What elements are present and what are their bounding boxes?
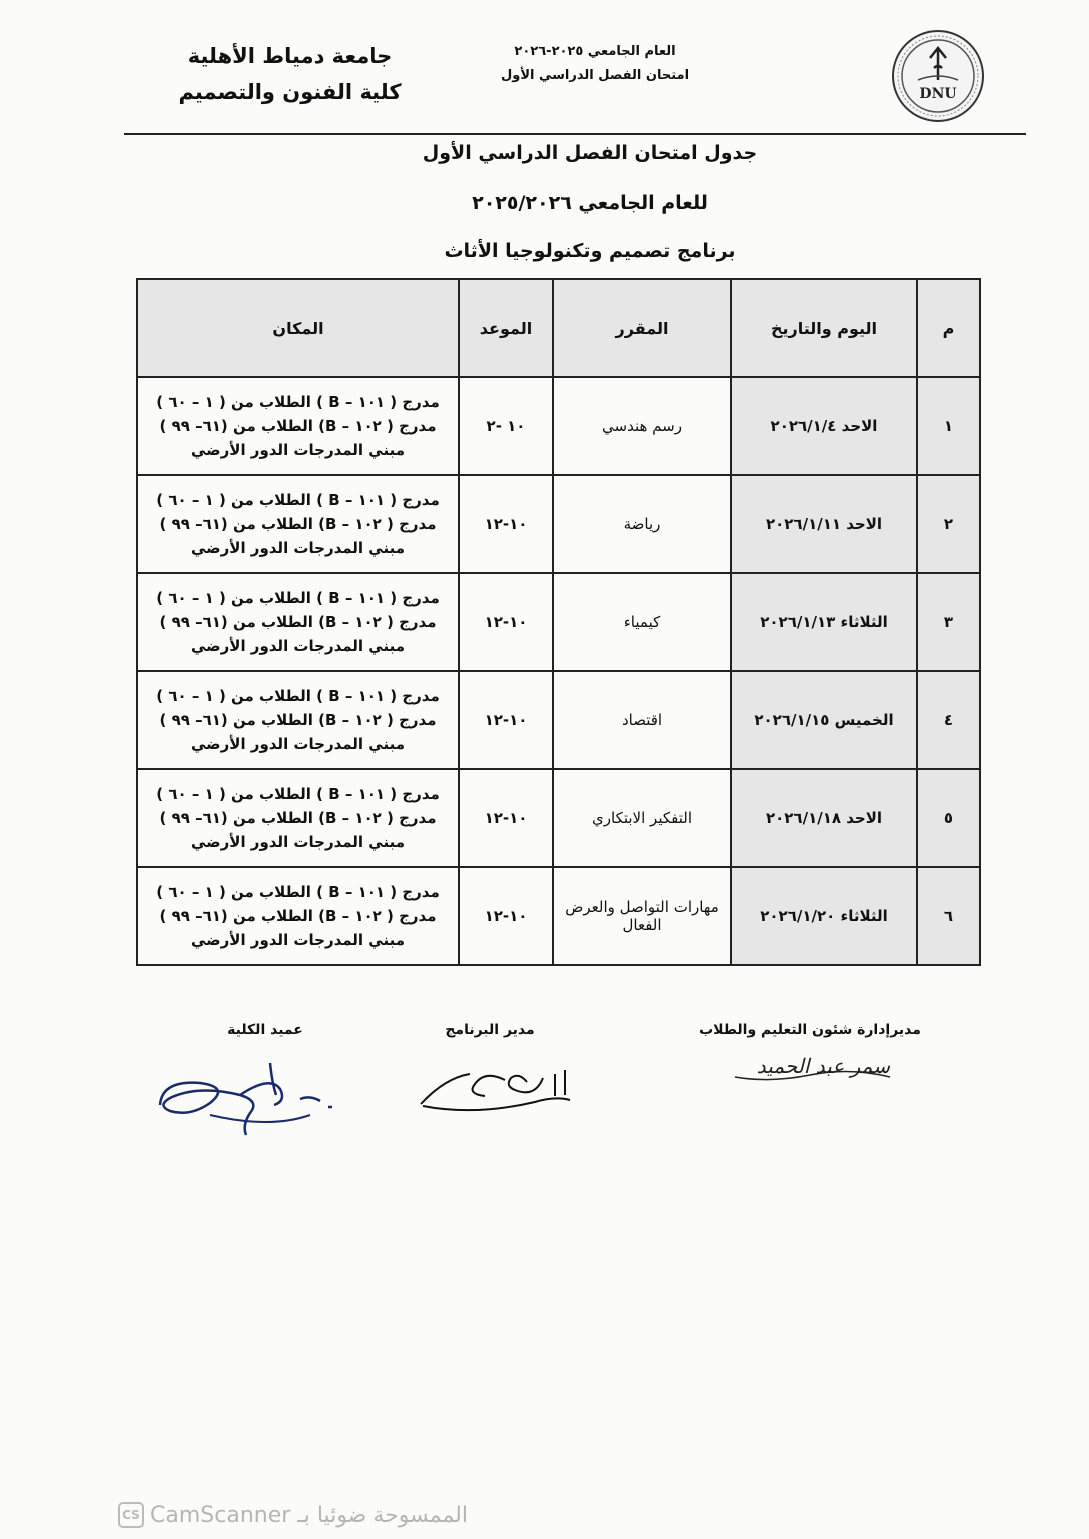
scanner-watermark bbox=[8, 1500, 468, 1530]
header-course: المقرر bbox=[553, 279, 731, 377]
row-place bbox=[137, 867, 459, 965]
dean-title: عميد الكلية bbox=[227, 1022, 303, 1038]
row-num: ٦ bbox=[917, 867, 980, 965]
place-line: مدرج ( ١٠٢ – B) الطلاب من (٦١– ٩٩ ) bbox=[159, 417, 437, 435]
row-day: الثلاثاء ٢٠٢٦/١/٢٠ bbox=[731, 867, 917, 965]
table-row bbox=[137, 377, 980, 475]
academic-year: العام الجامعي ٢٠٢٥-٢٠٢٦ bbox=[514, 44, 676, 59]
place-line: مبني المدرجات الدور الأرضي bbox=[190, 539, 406, 557]
place-line: مبني المدرجات الدور الأرضي bbox=[190, 637, 406, 655]
place-line: مدرج ( ١٠٢ – B) الطلاب من (٦١– ٩٩ ) bbox=[159, 907, 437, 925]
exam-name: امتحان الفصل الدراسي الأول bbox=[500, 68, 690, 83]
header-time: الموعد bbox=[459, 279, 553, 377]
row-course: رسم هندسي bbox=[553, 377, 731, 475]
institution-block bbox=[140, 38, 440, 110]
row-course: اقتصاد bbox=[553, 671, 731, 769]
place-line: مدرج ( ١٠٢ – B) الطلاب من (٦١– ٩٩ ) bbox=[159, 711, 437, 729]
program-name: برنامج تصميم وتكنولوجيا الأثاث bbox=[444, 240, 736, 262]
university-logo-icon bbox=[890, 28, 986, 124]
table-row bbox=[137, 769, 980, 867]
place-line: مدرج ( ١٠١ – B ) الطلاب من ( ١ – ٦٠ ) bbox=[156, 883, 440, 901]
scanner-text: الممسوحة ضوئيا بـ CamScanner bbox=[150, 1502, 468, 1528]
row-place bbox=[137, 769, 459, 867]
row-course: كيمياء bbox=[553, 573, 731, 671]
place-line: مدرج ( ١٠١ – B ) الطلاب من ( ١ – ٦٠ ) bbox=[156, 589, 440, 607]
university-name: جامعة دمياط الأهلية bbox=[187, 44, 393, 68]
row-course: رياضة bbox=[553, 475, 731, 573]
row-num: ٥ bbox=[917, 769, 980, 867]
program-director-signature-icon bbox=[415, 1060, 575, 1120]
row-num: ٤ bbox=[917, 671, 980, 769]
row-course: التفكير الابتكاري bbox=[553, 769, 731, 867]
schedule-year: للعام الجامعي ٢٠٢٥/٢٠٢٦ bbox=[472, 192, 708, 214]
row-place bbox=[137, 377, 459, 475]
camscanner-icon: CS bbox=[118, 1502, 144, 1528]
row-time: ١٠ -٢ bbox=[459, 377, 553, 475]
schedule-title: جدول امتحان الفصل الدراسي الأول bbox=[422, 142, 758, 164]
place-line: مبني المدرجات الدور الأرضي bbox=[190, 931, 406, 949]
row-num: ٢ bbox=[917, 475, 980, 573]
row-day: الاحد ٢٠٢٦/١/١٨ bbox=[731, 769, 917, 867]
row-course: مهارات التواصل والعرض الفعال bbox=[553, 867, 731, 965]
row-day: الاحد ٢٠٢٦/١/٤ bbox=[731, 377, 917, 475]
place-line: مدرج ( ١٠٢ – B) الطلاب من (٦١– ٩٩ ) bbox=[159, 809, 437, 827]
affairs-director-signature-icon bbox=[730, 1045, 900, 1085]
place-line: مبني المدرجات الدور الأرضي bbox=[190, 833, 406, 851]
header-place: المكان bbox=[137, 279, 459, 377]
table-row bbox=[137, 475, 980, 573]
header-day: اليوم والتاريخ bbox=[731, 279, 917, 377]
place-line: مبني المدرجات الدور الأرضي bbox=[190, 735, 406, 753]
row-place bbox=[137, 475, 459, 573]
table-row bbox=[137, 867, 980, 965]
row-time: ١٠-١٢ bbox=[459, 769, 553, 867]
affairs-director-name: سمر عبد الحميد bbox=[756, 1054, 890, 1078]
place-line: مدرج ( ١٠١ – B ) الطلاب من ( ١ – ٦٠ ) bbox=[156, 491, 440, 509]
row-day: الخميس ٢٠٢٦/١/١٥ bbox=[731, 671, 917, 769]
place-line: مدرج ( ١٠٢ – B) الطلاب من (٦١– ٩٩ ) bbox=[159, 613, 437, 631]
exam-schedule-table bbox=[136, 278, 981, 966]
row-day: الاحد ٢٠٢٦/١/١١ bbox=[731, 475, 917, 573]
place-line: مدرج ( ١٠١ – B ) الطلاب من ( ١ – ٦٠ ) bbox=[156, 687, 440, 705]
row-num: ١ bbox=[917, 377, 980, 475]
table-row bbox=[137, 671, 980, 769]
logo-text: DNU bbox=[919, 86, 957, 102]
row-day: الثلاثاء ٢٠٢٦/١/١٣ bbox=[731, 573, 917, 671]
dean-signature-icon bbox=[150, 1055, 350, 1145]
exam-info-block bbox=[470, 40, 720, 88]
table-header-row bbox=[137, 279, 980, 377]
row-place bbox=[137, 573, 459, 671]
row-time: ١٠-١٢ bbox=[459, 573, 553, 671]
row-time: ١٠-١٢ bbox=[459, 867, 553, 965]
row-num: ٣ bbox=[917, 573, 980, 671]
faculty-name: كلية الفنون والتصميم bbox=[178, 80, 402, 104]
place-line: مدرج ( ١٠٢ – B) الطلاب من (٦١– ٩٩ ) bbox=[159, 515, 437, 533]
row-time: ١٠-١٢ bbox=[459, 671, 553, 769]
row-place bbox=[137, 671, 459, 769]
header-num: م bbox=[917, 279, 980, 377]
place-line: مبني المدرجات الدور الأرضي bbox=[190, 441, 406, 459]
header-divider bbox=[124, 133, 1026, 135]
row-time: ١٠-١٢ bbox=[459, 475, 553, 573]
affairs-director-title: مديرإدارة شئون التعليم والطلاب bbox=[699, 1022, 921, 1038]
place-line: مدرج ( ١٠١ – B ) الطلاب من ( ١ – ٦٠ ) bbox=[156, 393, 440, 411]
table-row bbox=[137, 573, 980, 671]
program-director-title: مدير البرنامج bbox=[445, 1022, 535, 1038]
place-line: مدرج ( ١٠١ – B ) الطلاب من ( ١ – ٦٠ ) bbox=[156, 785, 440, 803]
